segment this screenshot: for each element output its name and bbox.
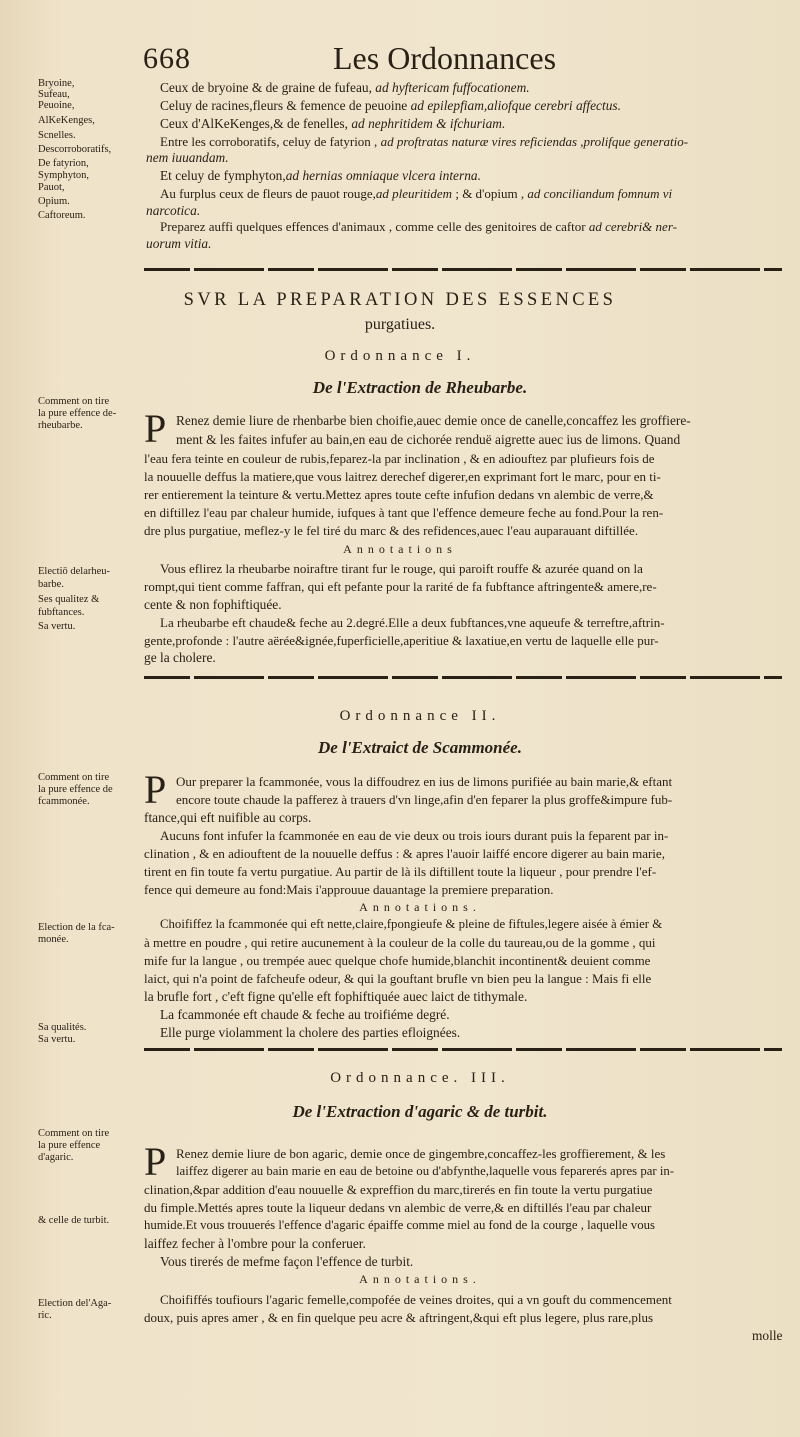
margin-note: Sa qualités. [38, 1022, 87, 1033]
ord1-annot-margin [38, 566, 136, 634]
body-line: Renez demie liure de bon agaric, demie once de gingembre,concaffez-les groffierement, & les [176, 1146, 666, 1161]
margin-note: Sa vertu. [38, 1034, 76, 1045]
running-title: Les Ordonnances [333, 40, 557, 76]
margin-note: la pure effence de [38, 784, 113, 795]
horizontal-rule [144, 268, 782, 271]
horizontal-rule [144, 676, 782, 679]
margin-note: barbe. [38, 579, 64, 590]
margin-note: Electiō delarheu- [38, 566, 111, 577]
margin-note: d'agaric. [38, 1152, 74, 1163]
body-line: rer entierement la teinture & vertu.Mettez apres toute cefte infufion dedans vn alembic de verre,& [144, 487, 654, 502]
body-line: Et celuy de fymphyton,ad hernias omniaque vlcera interna. [160, 168, 481, 183]
body-line: à mettre en poudre , qui retire aucunement à la couleur de la colle du taureau,ou de la gomme , qui [144, 935, 656, 950]
ordonnance-label: Ordonnance II. [339, 708, 501, 724]
ord1-margin-notes [38, 396, 136, 432]
margin-note: Election del'Aga- [38, 1298, 112, 1309]
body-line: La fcammonée eft chaude & feche au troifiéme degré. [160, 1007, 450, 1022]
ordonnance-heading: De l'Extraction d'agaric & de turbit. [292, 1102, 548, 1121]
ord2-margin-notes [38, 772, 136, 808]
margin-note: rheubarbe. [38, 420, 83, 431]
page-number: 668 [143, 42, 191, 75]
body-line: Our preparer la fcammonée, vous la diffoudrez en ius de limons purifiée au bain marie,& eftant [176, 774, 673, 789]
body-line: laiffez fecher à l'ombre pour la conferuer. [144, 1236, 366, 1251]
body-line: laict, qui n'a point de fafcheufe odeur, & qui la gouftant brufle vn bien peu la langue : Mais fi elle [144, 971, 652, 986]
annotations-label: Annotations. [359, 1272, 481, 1286]
body-line: narcotica. [146, 203, 201, 218]
ordonnance-label: Ordonnance I. [324, 348, 476, 364]
annotations-label: Annotations. [359, 900, 481, 914]
body-line: ment & les faites infufer au bain,en eau de cichorée renduë aigrette auec ius de limons. Quand [176, 432, 681, 447]
margin-note: Sufeau, [38, 89, 70, 100]
body-line: Aucuns font infufer la fcammonée en eau de vie deux ou trois iours durant puis la feparent par in- [160, 828, 669, 843]
body-line: fence qui demeure au fond:Mais i'approuue dauantage la premiere preparation. [144, 882, 554, 897]
margin-note: Comment on tire [38, 396, 110, 407]
margin-note: fubftances. [38, 607, 85, 618]
ordonnance-label: Ordonnance. III. [330, 1070, 510, 1086]
body-line: doux, puis apres amer , & en fin quelque peu acre & aftringent,&qui eft plus legere, plus rare,plus [144, 1310, 654, 1325]
margin-note: & celle de turbit. [38, 1215, 110, 1226]
margin-note: Scnelles. [38, 130, 76, 141]
body-line: Renez demie liure de rhenbarbe bien choifie,auec demie once de canelle,concaffez les groffiere- [176, 413, 691, 428]
margin-note: Sa vertu. [38, 621, 76, 632]
body-line: mife fur la langue , ou trempée auec quelque chofe humide,blanchit incontinent& deuient comme [144, 953, 651, 968]
body-line: Elle purge violamment la cholere des parties efloignées. [160, 1025, 461, 1040]
margin-note: Caftoreum. [38, 210, 86, 221]
body-line: ftance,qui eft nuifible au corps. [144, 810, 312, 825]
body-line: Choififfés toufiours l'agaric femelle,compofée de veines droites, qui a vn gouft du commencement [160, 1292, 672, 1307]
body-line: tirent en fin toute fa vertu purgatiue. Au partir de là ils diftillent toute la liqueur , pour prendre l'ef- [144, 864, 657, 879]
margin-note: Peuoine, [38, 100, 75, 111]
ord3-annot-margin [38, 1298, 136, 1322]
body-line: Entre les corroboratifs, celuy de fatyrion , ad proftratas naturæ vires reficiendas ,prolifque generatio- [160, 134, 689, 149]
margin-note: fcammonée. [38, 796, 90, 807]
ord2-annot-margin-lower [38, 1022, 136, 1046]
body-line: Vous eflirez la rheubarbe noiraftre tirant fur le rouge, qui paroift rouffe & azurée quand on la [160, 561, 643, 576]
margin-note: Symphyton, [38, 170, 90, 181]
margin-note: AlKeKenges, [38, 115, 95, 126]
drop-capital: P [144, 406, 167, 451]
body-line: clination,&par addition d'eau nouuelle & expreffion du marc,tirerés en fin toute la vertu purgatiue [144, 1182, 653, 1197]
body-line: du fimple.Mettés apres toute la liqueur dedans vn alembic de verre,& en diftillés l'eau par chaleur [144, 1200, 652, 1215]
section-subtitle: purgatiues. [364, 316, 436, 333]
top-margin-notes [38, 78, 136, 222]
margin-note: Pauot, [38, 182, 65, 193]
body-line: la brufle fort , c'eft figne qu'elle eft fophiftiquée auec laict de tithymale. [144, 989, 528, 1004]
body-line: Choififfez la fcammonée qui eft nette,claire,fpongieufe & pleine de fiftules,legere aisée à émier & [160, 917, 663, 931]
ord3-margin-mid [38, 1215, 136, 1227]
section-title: SVR LA PREPARATION DES ESSENCES [183, 290, 617, 310]
body-line: uorum vitia. [146, 236, 212, 251]
body-line: Vous tirerés de mefme façon l'effence de turbit. [160, 1254, 414, 1269]
body-line: Au furplus ceux de fleurs de pauot rouge,ad pleuritidem ; & d'opium , ad conciliandum fomnum vi [160, 186, 673, 201]
margin-note: la pure effence [38, 1140, 101, 1151]
margin-note: la pure effence de- [38, 408, 117, 419]
margin-note: ric. [38, 1310, 52, 1321]
body-line: Preparez auffi quelques effences d'animaux , comme celle des genitoires de caftor ad cerebri& ner- [160, 219, 677, 234]
body-line: la nouuelle deffus la matiere,que vous laitrez derechef digerer,en exprimant fort le marc, pour en ti- [144, 469, 661, 484]
ordonnance-heading: De l'Extraict de Scammonée. [318, 738, 522, 757]
body-line: dre plus purgatiue, meflez-y le fel tiré du marc & des refidences,auec l'eau auparauant diftillée. [144, 523, 639, 538]
body-line: Celuy de racines,fleurs & femence de peuoine ad epilepfiam,aliofque cerebri affectus. [160, 98, 621, 113]
margin-note: Opium. [38, 196, 70, 207]
body-line: ge la cholere. [144, 650, 216, 665]
body-line: encore toute chaude la pafferez à trauers d'vn linge,afin d'en feparer la plus groffe&impure fub- [176, 792, 673, 807]
drop-capital: P [144, 1139, 167, 1184]
margin-note: De fatyrion, [38, 158, 89, 169]
body-line: gente,profonde : l'autre aërée&ignée,fuperficielle,aperitiue & laxatiue,en vertu de laquelle elle pur- [144, 633, 659, 648]
margin-note: monée. [38, 934, 69, 945]
body-line: humide.Et vous trouuerés l'effence d'agaric épaiffe comme miel au fond de la courge , laquelle vous [144, 1218, 655, 1232]
ord3-margin-notes [38, 1128, 136, 1164]
body-line: Ceux d'AlKeKenges,& de fenelles, ad nephritidem & ifchuriam. [160, 116, 506, 131]
body-line: l'eau fera teinte en couleur de rubis,feparez-la par inclination , & en adiouftez par plufieurs fois de [144, 451, 655, 466]
body-line: cente & non fophiftiquée. [144, 597, 282, 612]
body-line: rompt,qui tient comme faffran, qui eft pefante pour la rarité de fa fubftance aftringente& amere,re- [144, 579, 657, 594]
body-line: clination , & en adiouftent de la nouuelle deffus : & apres l'auoir laiffé encore digerer au bain marie, [144, 846, 665, 861]
margin-note: Bryoine, [38, 78, 75, 89]
catchword: molle [752, 1328, 783, 1343]
ordonnance-heading: De l'Extraction de Rheubarbe. [312, 378, 528, 397]
drop-capital: P [144, 767, 167, 812]
margin-note: Descorroboratifs, [38, 144, 112, 155]
annotations-label: Annotations [343, 542, 457, 556]
margin-note: Ses qualitez & [38, 594, 100, 605]
margin-note: Election de la fca- [38, 922, 115, 933]
body-line: La rheubarbe eft chaude& feche au 2.degré.Elle a deux fubftances,vne aqueufe & terreftre,aftrin- [160, 615, 665, 630]
body-line: laiffez digerer au bain marie en eau de betoine ou d'abfynthe,laquelle vous feparerés apres par in- [176, 1164, 675, 1178]
body-line: Ceux de bryoine & de graine de fufeau, ad hyftericam fuffocationem. [160, 80, 530, 95]
body-line: nem iuuandam. [146, 150, 229, 165]
margin-note: Comment on tire [38, 772, 110, 783]
horizontal-rule [144, 1048, 782, 1051]
body-line: en diftillez l'eau par chaleur humide, iufques à tant que l'effence demeure feche au fond.Pour la ren- [144, 505, 664, 520]
ord2-annot-margin [38, 922, 136, 946]
margin-note: Comment on tire [38, 1128, 110, 1139]
